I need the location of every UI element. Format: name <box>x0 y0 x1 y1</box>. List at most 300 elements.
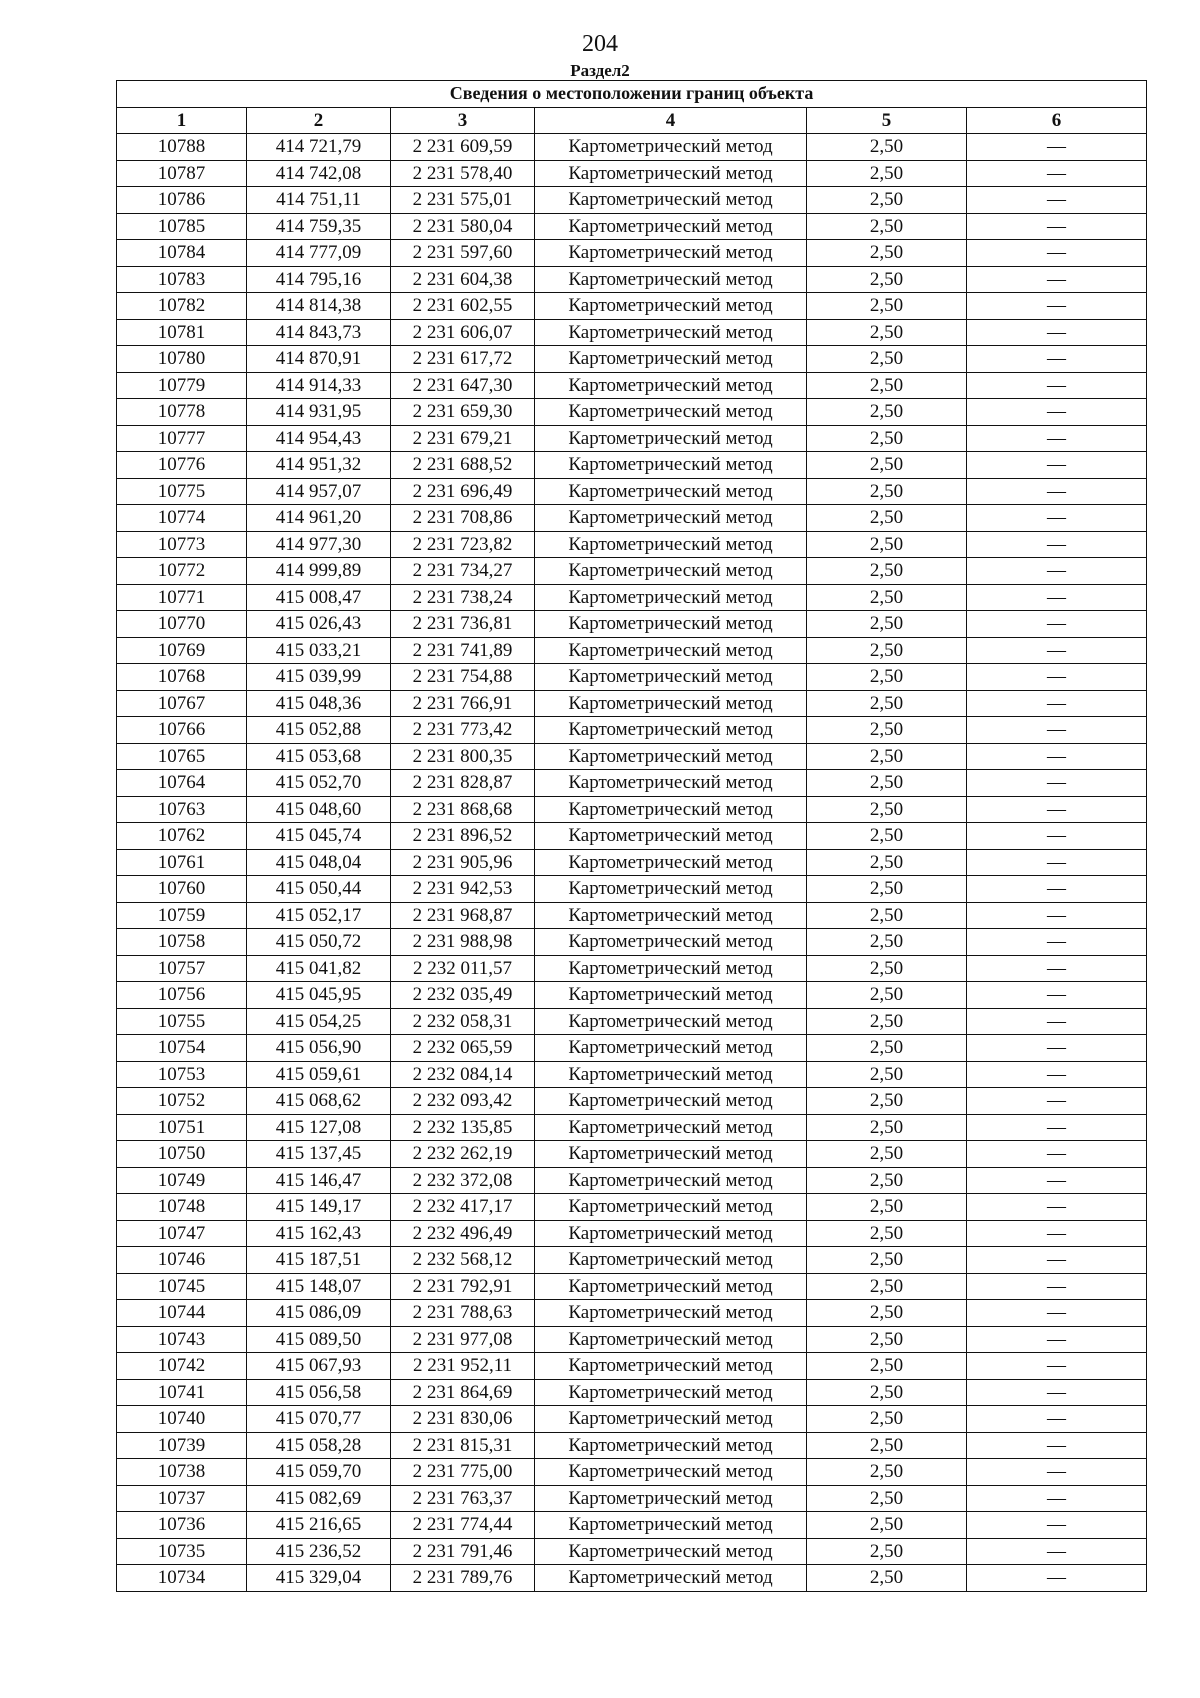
page-number: 204 <box>582 31 618 57</box>
accuracy-cell: 2,50 <box>807 1114 967 1141</box>
note-cell: — <box>967 955 1147 982</box>
note-cell: — <box>967 1353 1147 1380</box>
coordinate-y-cell: 2 231 606,07 <box>391 319 535 346</box>
coordinate-y-cell: 2 231 800,35 <box>391 743 535 770</box>
coordinate-y-cell: 2 231 696,49 <box>391 478 535 505</box>
method-cell: Картометрический метод <box>535 240 807 267</box>
table-row <box>117 1088 1147 1115</box>
accuracy-cell: 2,50 <box>807 187 967 214</box>
point-number-cell: 10778 <box>117 399 247 426</box>
coordinate-y-cell: 2 231 602,55 <box>391 293 535 320</box>
table-row <box>117 478 1147 505</box>
table-row <box>117 187 1147 214</box>
coordinate-y-cell: 2 232 262,19 <box>391 1141 535 1168</box>
table-row <box>117 743 1147 770</box>
note-cell: — <box>967 929 1147 956</box>
method-cell: Картометрический метод <box>535 1379 807 1406</box>
method-cell: Картометрический метод <box>535 1300 807 1327</box>
note-cell: — <box>967 452 1147 479</box>
note-cell: — <box>967 293 1147 320</box>
note-cell: — <box>967 770 1147 797</box>
coordinate-x-cell: 415 050,44 <box>247 876 391 903</box>
coordinate-x-cell: 415 059,61 <box>247 1061 391 1088</box>
coordinate-y-cell: 2 231 604,38 <box>391 266 535 293</box>
table-row <box>117 266 1147 293</box>
coordinate-x-cell: 415 048,36 <box>247 690 391 717</box>
coordinate-x-cell: 415 067,93 <box>247 1353 391 1380</box>
coordinate-x-cell: 414 751,11 <box>247 187 391 214</box>
note-cell: — <box>967 1300 1147 1327</box>
note-cell: — <box>967 1114 1147 1141</box>
coordinate-x-cell: 414 870,91 <box>247 346 391 373</box>
note-cell: — <box>967 1459 1147 1486</box>
table-row <box>117 240 1147 267</box>
point-number-cell: 10777 <box>117 425 247 452</box>
table-row <box>117 531 1147 558</box>
table-row <box>117 1141 1147 1168</box>
coordinate-y-cell: 2 231 792,91 <box>391 1273 535 1300</box>
note-cell: — <box>967 1565 1147 1592</box>
method-cell: Картометрический метод <box>535 134 807 161</box>
coordinate-y-cell: 2 231 774,44 <box>391 1512 535 1539</box>
method-cell: Картометрический метод <box>535 1485 807 1512</box>
method-cell: Картометрический метод <box>535 611 807 638</box>
coordinate-x-cell: 414 742,08 <box>247 160 391 187</box>
point-number-cell: 10752 <box>117 1088 247 1115</box>
coordinate-x-cell: 415 054,25 <box>247 1008 391 1035</box>
coordinate-y-cell: 2 231 738,24 <box>391 584 535 611</box>
table-row <box>117 1247 1147 1274</box>
point-number-cell: 10756 <box>117 982 247 1009</box>
coordinate-x-cell: 415 053,68 <box>247 743 391 770</box>
coordinate-x-cell: 415 052,70 <box>247 770 391 797</box>
table-row <box>117 372 1147 399</box>
accuracy-cell: 2,50 <box>807 1565 967 1592</box>
table-row <box>117 982 1147 1009</box>
coordinate-x-cell: 415 137,45 <box>247 1141 391 1168</box>
note-cell: — <box>967 505 1147 532</box>
point-number-cell: 10782 <box>117 293 247 320</box>
table-row <box>117 955 1147 982</box>
point-number-cell: 10748 <box>117 1194 247 1221</box>
method-cell: Картометрический метод <box>535 505 807 532</box>
table-row <box>117 399 1147 426</box>
point-number-cell: 10784 <box>117 240 247 267</box>
table-row <box>117 1300 1147 1327</box>
coordinate-y-cell: 2 231 775,00 <box>391 1459 535 1486</box>
coordinate-x-cell: 415 059,70 <box>247 1459 391 1486</box>
point-number-cell: 10781 <box>117 319 247 346</box>
point-number-cell: 10779 <box>117 372 247 399</box>
note-cell: — <box>967 902 1147 929</box>
method-cell: Картометрический метод <box>535 929 807 956</box>
method-cell: Картометрический метод <box>535 266 807 293</box>
method-cell: Картометрический метод <box>535 1194 807 1221</box>
method-cell: Картометрический метод <box>535 823 807 850</box>
note-cell: — <box>967 399 1147 426</box>
coordinate-y-cell: 2 231 659,30 <box>391 399 535 426</box>
point-number-cell: 10783 <box>117 266 247 293</box>
point-number-cell: 10770 <box>117 611 247 638</box>
coordinate-y-cell: 2 231 679,21 <box>391 425 535 452</box>
accuracy-cell: 2,50 <box>807 637 967 664</box>
note-cell: — <box>967 266 1147 293</box>
accuracy-cell: 2,50 <box>807 372 967 399</box>
coordinate-x-cell: 414 759,35 <box>247 213 391 240</box>
method-cell: Картометрический метод <box>535 637 807 664</box>
table-row <box>117 584 1147 611</box>
point-number-cell: 10773 <box>117 531 247 558</box>
point-number-cell: 10762 <box>117 823 247 850</box>
method-cell: Картометрический метод <box>535 664 807 691</box>
coordinate-y-cell: 2 231 968,87 <box>391 902 535 929</box>
note-cell: — <box>967 1008 1147 1035</box>
method-cell: Картометрический метод <box>535 849 807 876</box>
coordinate-x-cell: 414 721,79 <box>247 134 391 161</box>
coordinate-y-cell: 2 231 597,60 <box>391 240 535 267</box>
coordinate-y-cell: 2 231 741,89 <box>391 637 535 664</box>
coordinate-x-cell: 415 068,62 <box>247 1088 391 1115</box>
section-title: Раздел2 <box>570 61 630 80</box>
coordinate-x-cell: 414 795,16 <box>247 266 391 293</box>
method-cell: Картометрический метод <box>535 452 807 479</box>
coordinate-y-cell: 2 232 496,49 <box>391 1220 535 1247</box>
accuracy-cell: 2,50 <box>807 1220 967 1247</box>
method-cell: Картометрический метод <box>535 1326 807 1353</box>
accuracy-cell: 2,50 <box>807 1326 967 1353</box>
accuracy-cell: 2,50 <box>807 1088 967 1115</box>
table-caption-row <box>117 81 1147 108</box>
point-number-cell: 10772 <box>117 558 247 585</box>
accuracy-cell: 2,50 <box>807 1538 967 1565</box>
method-cell: Картометрический метод <box>535 876 807 903</box>
accuracy-cell: 2,50 <box>807 1406 967 1433</box>
table-row <box>117 425 1147 452</box>
coordinate-y-cell: 2 231 988,98 <box>391 929 535 956</box>
accuracy-cell: 2,50 <box>807 902 967 929</box>
coordinate-y-cell: 2 231 977,08 <box>391 1326 535 1353</box>
accuracy-cell: 2,50 <box>807 346 967 373</box>
point-number-cell: 10741 <box>117 1379 247 1406</box>
method-cell: Картометрический метод <box>535 717 807 744</box>
method-cell: Картометрический метод <box>535 1114 807 1141</box>
accuracy-cell: 2,50 <box>807 160 967 187</box>
note-cell: — <box>967 982 1147 1009</box>
coordinate-y-cell: 2 232 084,14 <box>391 1061 535 1088</box>
point-number-cell: 10767 <box>117 690 247 717</box>
point-number-cell: 10774 <box>117 505 247 532</box>
note-cell: — <box>967 160 1147 187</box>
table-row <box>117 505 1147 532</box>
coordinate-x-cell: 415 045,74 <box>247 823 391 850</box>
coordinate-y-cell: 2 231 736,81 <box>391 611 535 638</box>
method-cell: Картометрический метод <box>535 1088 807 1115</box>
method-cell: Картометрический метод <box>535 1432 807 1459</box>
note-cell: — <box>967 1247 1147 1274</box>
coordinate-y-cell: 2 231 609,59 <box>391 134 535 161</box>
table-row <box>117 1432 1147 1459</box>
method-cell: Картометрический метод <box>535 293 807 320</box>
point-number-cell: 10788 <box>117 134 247 161</box>
method-cell: Картометрический метод <box>535 743 807 770</box>
coordinate-x-cell: 415 127,08 <box>247 1114 391 1141</box>
coordinate-x-cell: 415 045,95 <box>247 982 391 1009</box>
table-row <box>117 160 1147 187</box>
accuracy-cell: 2,50 <box>807 293 967 320</box>
coordinate-y-cell: 2 231 942,53 <box>391 876 535 903</box>
accuracy-cell: 2,50 <box>807 1141 967 1168</box>
table-row <box>117 823 1147 850</box>
accuracy-cell: 2,50 <box>807 134 967 161</box>
coordinate-y-cell: 2 231 830,06 <box>391 1406 535 1433</box>
accuracy-cell: 2,50 <box>807 611 967 638</box>
coordinate-x-cell: 415 048,60 <box>247 796 391 823</box>
accuracy-cell: 2,50 <box>807 425 967 452</box>
coordinate-x-cell: 414 914,33 <box>247 372 391 399</box>
note-cell: — <box>967 478 1147 505</box>
method-cell: Картометрический метод <box>535 1273 807 1300</box>
table-row <box>117 637 1147 664</box>
accuracy-cell: 2,50 <box>807 823 967 850</box>
coordinate-y-cell: 2 232 065,59 <box>391 1035 535 1062</box>
note-cell: — <box>967 1538 1147 1565</box>
note-cell: — <box>967 1432 1147 1459</box>
coordinate-x-cell: 414 777,09 <box>247 240 391 267</box>
note-cell: — <box>967 1512 1147 1539</box>
method-cell: Картометрический метод <box>535 770 807 797</box>
note-cell: — <box>967 1273 1147 1300</box>
accuracy-cell: 2,50 <box>807 982 967 1009</box>
note-cell: — <box>967 558 1147 585</box>
coordinate-y-cell: 2 231 734,27 <box>391 558 535 585</box>
coordinate-x-cell: 414 814,38 <box>247 293 391 320</box>
point-number-cell: 10737 <box>117 1485 247 1512</box>
table-row <box>117 796 1147 823</box>
coordinate-x-cell: 414 931,95 <box>247 399 391 426</box>
note-cell: — <box>967 213 1147 240</box>
note-cell: — <box>967 319 1147 346</box>
note-cell: — <box>967 1088 1147 1115</box>
coordinate-x-cell: 414 961,20 <box>247 505 391 532</box>
table-row <box>117 611 1147 638</box>
coordinate-x-cell: 414 957,07 <box>247 478 391 505</box>
point-number-cell: 10736 <box>117 1512 247 1539</box>
method-cell: Картометрический метод <box>535 319 807 346</box>
coordinate-x-cell: 414 843,73 <box>247 319 391 346</box>
note-cell: — <box>967 584 1147 611</box>
point-number-cell: 10771 <box>117 584 247 611</box>
accuracy-cell: 2,50 <box>807 1379 967 1406</box>
coordinate-y-cell: 2 231 815,31 <box>391 1432 535 1459</box>
coordinate-x-cell: 415 187,51 <box>247 1247 391 1274</box>
method-cell: Картометрический метод <box>535 584 807 611</box>
column-number: 4 <box>535 107 807 134</box>
note-cell: — <box>967 796 1147 823</box>
coordinate-y-cell: 2 231 617,72 <box>391 346 535 373</box>
note-cell: — <box>967 1220 1147 1247</box>
point-number-cell: 10734 <box>117 1565 247 1592</box>
coordinate-y-cell: 2 231 952,11 <box>391 1353 535 1380</box>
table-row <box>117 293 1147 320</box>
coordinate-x-cell: 414 977,30 <box>247 531 391 558</box>
table-caption: Сведения о местоположении границ объекта <box>117 81 1147 108</box>
table-row <box>117 319 1147 346</box>
table-row <box>117 346 1147 373</box>
point-number-cell: 10740 <box>117 1406 247 1433</box>
note-cell: — <box>967 611 1147 638</box>
note-cell: — <box>967 1485 1147 1512</box>
accuracy-cell: 2,50 <box>807 1432 967 1459</box>
method-cell: Картометрический метод <box>535 902 807 929</box>
method-cell: Картометрический метод <box>535 1167 807 1194</box>
point-number-cell: 10754 <box>117 1035 247 1062</box>
method-cell: Картометрический метод <box>535 690 807 717</box>
column-number: 2 <box>247 107 391 134</box>
accuracy-cell: 2,50 <box>807 743 967 770</box>
point-number-cell: 10744 <box>117 1300 247 1327</box>
point-number-cell: 10735 <box>117 1538 247 1565</box>
coordinate-x-cell: 415 236,52 <box>247 1538 391 1565</box>
note-cell: — <box>967 531 1147 558</box>
method-cell: Картометрический метод <box>535 1538 807 1565</box>
point-number-cell: 10743 <box>117 1326 247 1353</box>
table-row <box>117 902 1147 929</box>
coordinate-x-cell: 415 050,72 <box>247 929 391 956</box>
coordinate-y-cell: 2 231 580,04 <box>391 213 535 240</box>
coordinate-y-cell: 2 231 647,30 <box>391 372 535 399</box>
method-cell: Картометрический метод <box>535 213 807 240</box>
coordinate-x-cell: 415 052,88 <box>247 717 391 744</box>
coordinate-x-cell: 415 008,47 <box>247 584 391 611</box>
point-number-cell: 10739 <box>117 1432 247 1459</box>
table-row <box>117 664 1147 691</box>
coordinate-x-cell: 415 146,47 <box>247 1167 391 1194</box>
accuracy-cell: 2,50 <box>807 929 967 956</box>
coordinate-y-cell: 2 232 058,31 <box>391 1008 535 1035</box>
table-row <box>117 452 1147 479</box>
accuracy-cell: 2,50 <box>807 1008 967 1035</box>
table-row <box>117 213 1147 240</box>
point-number-cell: 10766 <box>117 717 247 744</box>
coordinate-y-cell: 2 232 417,17 <box>391 1194 535 1221</box>
note-cell: — <box>967 187 1147 214</box>
coordinate-y-cell: 2 231 708,86 <box>391 505 535 532</box>
note-cell: — <box>967 876 1147 903</box>
method-cell: Картометрический метод <box>535 160 807 187</box>
coordinate-x-cell: 415 033,21 <box>247 637 391 664</box>
method-cell: Картометрический метод <box>535 425 807 452</box>
table-row <box>117 1326 1147 1353</box>
method-cell: Картометрический метод <box>535 478 807 505</box>
coordinate-x-cell: 415 048,04 <box>247 849 391 876</box>
accuracy-cell: 2,50 <box>807 452 967 479</box>
table-row <box>117 1008 1147 1035</box>
coordinate-y-cell: 2 232 135,85 <box>391 1114 535 1141</box>
point-number-cell: 10742 <box>117 1353 247 1380</box>
point-number-cell: 10786 <box>117 187 247 214</box>
point-number-cell: 10760 <box>117 876 247 903</box>
coordinate-y-cell: 2 231 789,76 <box>391 1565 535 1592</box>
point-number-cell: 10759 <box>117 902 247 929</box>
method-cell: Картометрический метод <box>535 955 807 982</box>
accuracy-cell: 2,50 <box>807 478 967 505</box>
accuracy-cell: 2,50 <box>807 266 967 293</box>
method-cell: Картометрический метод <box>535 531 807 558</box>
table-row <box>117 1485 1147 1512</box>
coordinate-y-cell: 2 232 035,49 <box>391 982 535 1009</box>
method-cell: Картометрический метод <box>535 1035 807 1062</box>
table-row <box>117 1406 1147 1433</box>
coordinate-x-cell: 415 039,99 <box>247 664 391 691</box>
method-cell: Картометрический метод <box>535 796 807 823</box>
method-cell: Картометрический метод <box>535 187 807 214</box>
accuracy-cell: 2,50 <box>807 1512 967 1539</box>
accuracy-cell: 2,50 <box>807 1167 967 1194</box>
table-row <box>117 1194 1147 1221</box>
method-cell: Картометрический метод <box>535 1008 807 1035</box>
table-row <box>117 876 1147 903</box>
column-number: 6 <box>967 107 1147 134</box>
accuracy-cell: 2,50 <box>807 531 967 558</box>
table-row <box>117 1538 1147 1565</box>
note-cell: — <box>967 1194 1147 1221</box>
method-cell: Картометрический метод <box>535 372 807 399</box>
method-cell: Картометрический метод <box>535 399 807 426</box>
method-cell: Картометрический метод <box>535 1247 807 1274</box>
table-body <box>117 134 1147 1592</box>
coordinate-x-cell: 415 056,58 <box>247 1379 391 1406</box>
table-row <box>117 717 1147 744</box>
accuracy-cell: 2,50 <box>807 770 967 797</box>
note-cell: — <box>967 849 1147 876</box>
coordinate-y-cell: 2 231 864,69 <box>391 1379 535 1406</box>
accuracy-cell: 2,50 <box>807 319 967 346</box>
accuracy-cell: 2,50 <box>807 399 967 426</box>
accuracy-cell: 2,50 <box>807 876 967 903</box>
coordinate-x-cell: 415 162,43 <box>247 1220 391 1247</box>
method-cell: Картометрический метод <box>535 1141 807 1168</box>
column-number: 1 <box>117 107 247 134</box>
coordinate-x-cell: 415 058,28 <box>247 1432 391 1459</box>
note-cell: — <box>967 1141 1147 1168</box>
coordinate-x-cell: 415 041,82 <box>247 955 391 982</box>
table-row <box>117 1353 1147 1380</box>
boundary-coordinates-table <box>116 80 1147 1592</box>
point-number-cell: 10765 <box>117 743 247 770</box>
method-cell: Картометрический метод <box>535 1406 807 1433</box>
coordinate-x-cell: 415 089,50 <box>247 1326 391 1353</box>
note-cell: — <box>967 1326 1147 1353</box>
note-cell: — <box>967 240 1147 267</box>
column-number: 3 <box>391 107 535 134</box>
coordinate-y-cell: 2 232 568,12 <box>391 1247 535 1274</box>
method-cell: Картометрический метод <box>535 1353 807 1380</box>
method-cell: Картометрический метод <box>535 982 807 1009</box>
coordinate-x-cell: 414 954,43 <box>247 425 391 452</box>
coordinate-y-cell: 2 231 723,82 <box>391 531 535 558</box>
coordinate-y-cell: 2 231 766,91 <box>391 690 535 717</box>
table-row <box>117 1273 1147 1300</box>
accuracy-cell: 2,50 <box>807 1273 967 1300</box>
accuracy-cell: 2,50 <box>807 1035 967 1062</box>
coordinate-x-cell: 415 086,09 <box>247 1300 391 1327</box>
accuracy-cell: 2,50 <box>807 1247 967 1274</box>
point-number-cell: 10758 <box>117 929 247 956</box>
accuracy-cell: 2,50 <box>807 505 967 532</box>
coordinate-y-cell: 2 231 688,52 <box>391 452 535 479</box>
table-row <box>117 1379 1147 1406</box>
method-cell: Картометрический метод <box>535 1061 807 1088</box>
